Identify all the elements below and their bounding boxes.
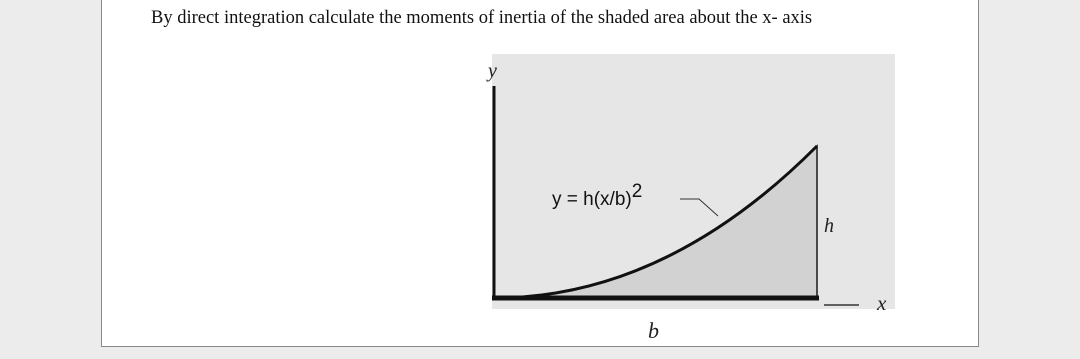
curve-equation-body: y = h(x/b) [552, 189, 632, 210]
x-axis-label: x [877, 291, 887, 315]
question-text: By direct integration calculate the moments of inertia of the shaded area about the x- axis [151, 8, 813, 28]
shaded-area-figure [102, 0, 978, 346]
height-label: h [824, 215, 834, 237]
y-axis-label: y [488, 60, 497, 82]
curve-equation-exponent: 2 [631, 181, 643, 202]
question-panel [101, 0, 979, 347]
base-label: b [648, 318, 659, 343]
